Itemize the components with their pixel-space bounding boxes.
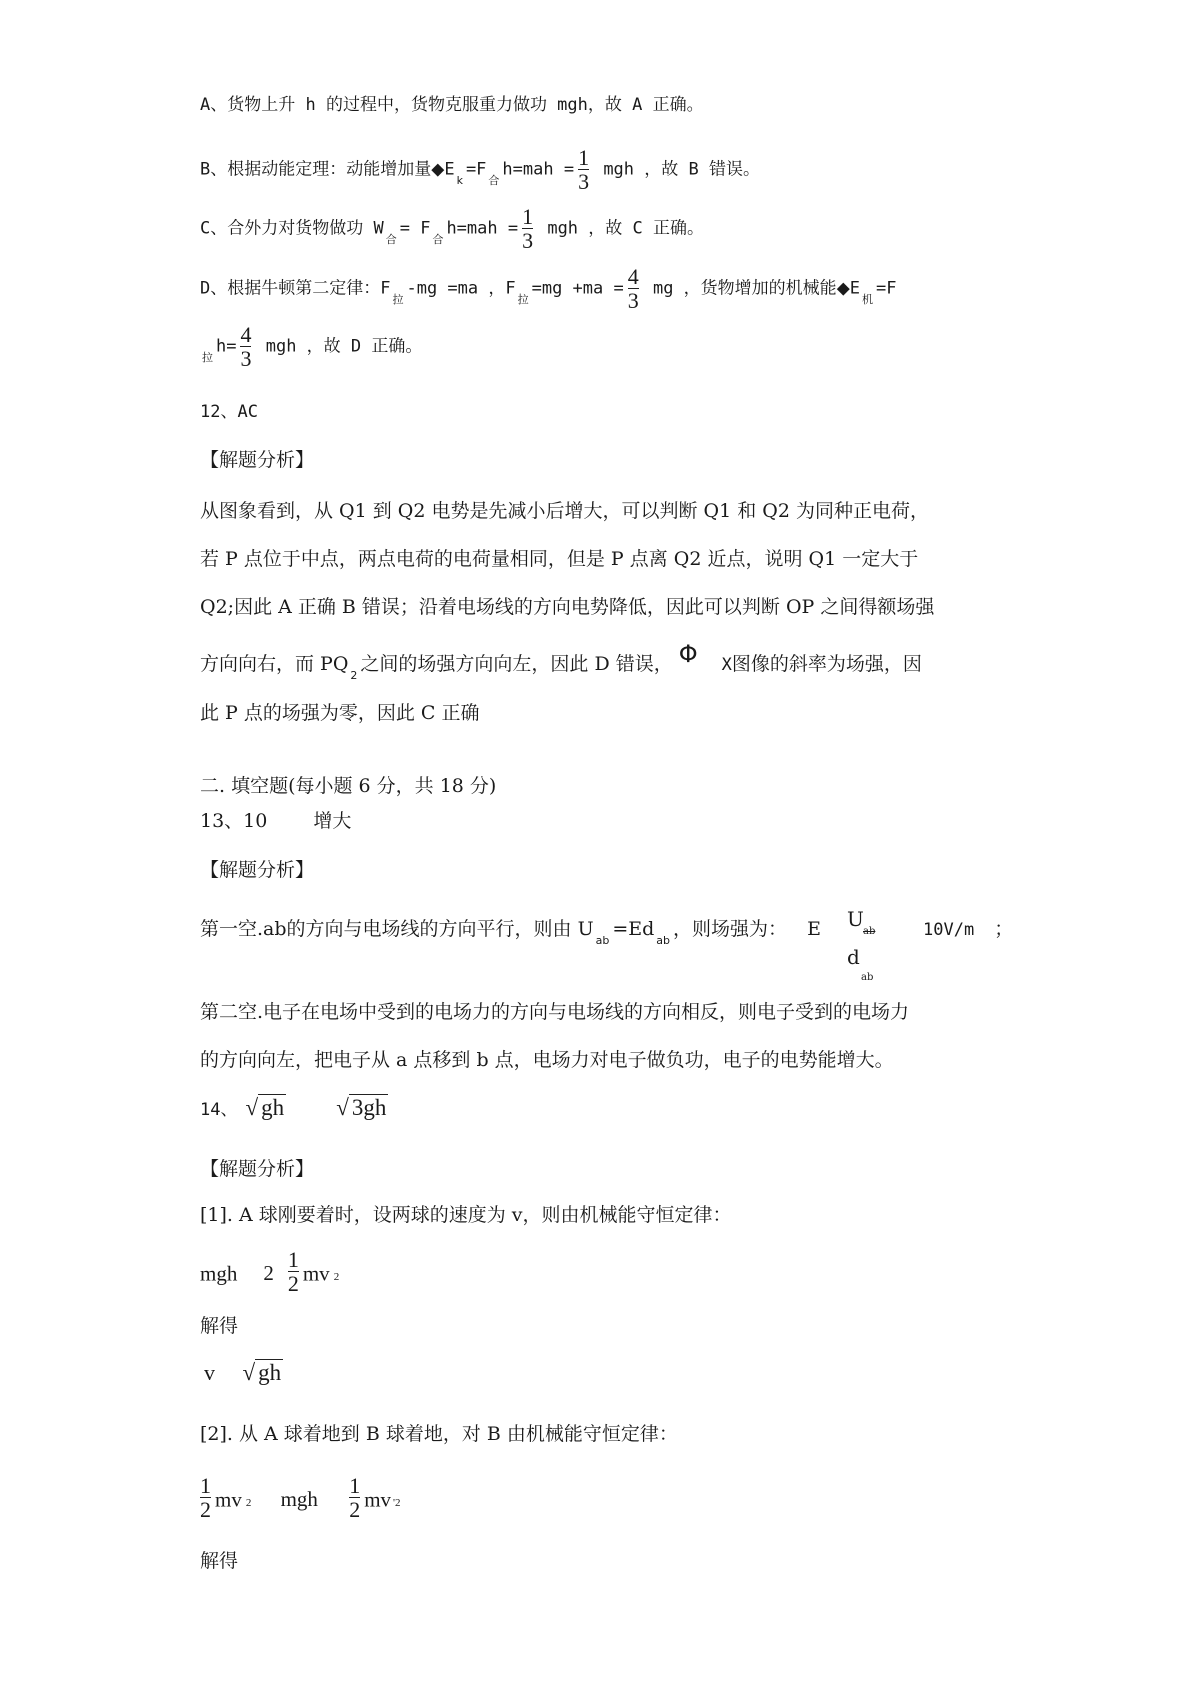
replacement-char-icon: ◆ bbox=[431, 159, 445, 180]
sqrt-expression: √ gh bbox=[245, 1095, 285, 1120]
section-heading: 二. 填空题(每小题 6 分，共 18 分) bbox=[200, 775, 497, 797]
solution-step: [2]. 从 A 球着地到 B 球着地，对 B 由机械能守恒定律： bbox=[200, 1423, 678, 1445]
replacement-char-icon: ◆ bbox=[836, 278, 850, 299]
option-b-line: B、根据动能定理：动能增加量$◆E_k=F_合h=mah$ = $\frac{1}{3}$ mgh ，故 B 错误。 bbox=[200, 145, 760, 195]
analysis-paragraph-line: 从图象看到，从 Q1 到 Q2 电势是先减小后增大，可以判断 Q1 和 Q2 为同种正电荷， bbox=[200, 500, 929, 522]
question-12-answer: 12、AC bbox=[200, 402, 258, 422]
analysis-paragraph-line: 方向向右，而 $PQ_2$之间的场强方向向左，因此 D 错误， Φ X图像的斜率为场强，因 bbox=[200, 640, 922, 682]
analysis-heading: 【解题分析】 bbox=[200, 1158, 315, 1180]
fraction: $\frac{4}{3}$ bbox=[627, 264, 639, 314]
option-d-line-continued: $_拉$h= $\frac{4}{3}$ mgh ，故 D 正确。 bbox=[202, 322, 423, 372]
analysis-heading: 【解题分析】 bbox=[200, 449, 315, 471]
phi-symbol: Φ bbox=[678, 640, 698, 668]
analysis-heading: 【解题分析】 bbox=[200, 859, 315, 881]
equation: $\frac{1}{2}$ mv 2 mgh $\frac{1}{2}$ mv '2 bbox=[200, 1473, 401, 1523]
question-13-answer: 13、10 增大 bbox=[200, 810, 352, 832]
analysis-paragraph-line: 若 P 点位于中点，两点电荷的电荷量相同，但是 P 点离 Q2 近点，说明 Q1 一定大于 bbox=[200, 548, 919, 570]
solution-word: 解得 bbox=[200, 1550, 239, 1572]
fill-in-line: 第二空.电子在电场中受到的电场力的方向与电场线的方向相反，则电子受到的电场力 bbox=[200, 1001, 910, 1023]
fraction: $\frac{1}{3}$ bbox=[522, 204, 534, 254]
fraction: $\frac{4}{3}$ bbox=[240, 322, 252, 372]
option-a-line: A、货物上升 h 的过程中，货物克服重力做功 mgh，故 A 正确。 bbox=[200, 95, 704, 115]
option-c-line: C、合外力对货物做功 $W_合= F_合h=mah$ = $\frac{1}{3}$ mgh ，故 C 正确。 bbox=[200, 204, 704, 254]
solution-word: 解得 bbox=[200, 1315, 239, 1337]
equation: mgh 2 $\frac{1}{2}$ mv 2 bbox=[200, 1247, 340, 1297]
equation: v √ gh bbox=[204, 1360, 282, 1385]
fill-in-line: 第一空.ab的方向与电场线的方向平行，则由 $U_{ab}=Ed_{ab}$，则场强为： E U ab d ab 10V/m ； bbox=[200, 907, 1014, 983]
solution-step: [1]. A 球刚要着时，设两球的速度为 v，则由机械能守恒定律： bbox=[200, 1204, 732, 1226]
question-14-answer: 14、 √ gh √ 3gh bbox=[200, 1095, 387, 1120]
fraction: $\frac{1}{3}$ bbox=[578, 145, 590, 195]
fill-in-line: 的方向向左，把电子从 a 点移到 b 点，电场力对电子做负功，电子的电势能增大。 bbox=[200, 1049, 894, 1071]
analysis-paragraph-line: Q2;因此 A 正确 B 错误；沿着电场线的方向电势降低，因此可以判断 OP 之间得额场强 bbox=[200, 596, 935, 618]
option-d-line: D、根据牛顿第二定律：$F_拉-mg =ma$ ，$F_拉=mg +ma$ = $\frac{4}{3}$ mg ，货物增加的机械能$◆E_机=F$ bbox=[200, 264, 897, 314]
analysis-paragraph-line: 此 P 点的场强为零，因此 C 正确 bbox=[200, 702, 480, 724]
sqrt-expression: √ 3gh bbox=[336, 1095, 387, 1120]
